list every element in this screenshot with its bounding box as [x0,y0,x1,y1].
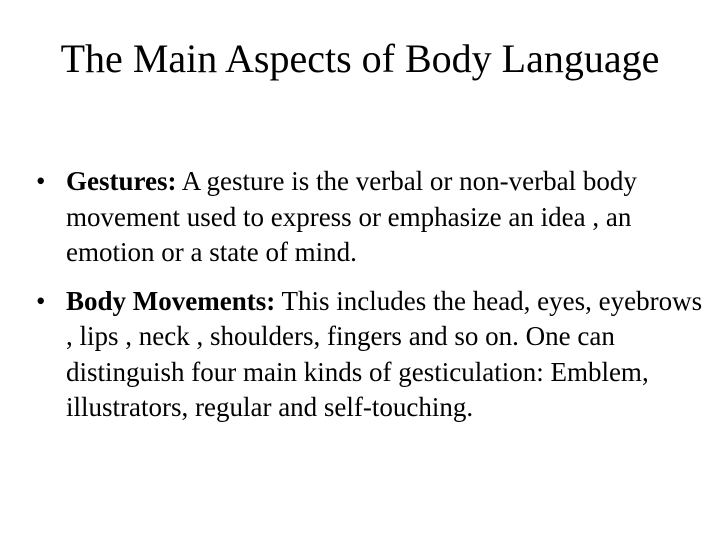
bullet-term: Gestures: [66,166,177,196]
bullet-text: A gesture is the verbal or non-verbal body movement used to express or emphasize an idea , an emotion or a state of mind. [66,166,637,267]
bullet-dot-icon: • [36,285,46,316]
bullet-item-gestures [36,164,706,271]
bullet-dot-icon: • [36,166,46,196]
slide-title: The Main Aspects of Body Language [60,36,660,81]
bullet-text: This includes the head, eyes, eyebrows , lips , neck , shoulders, fingers and so on. One can distinguish four main kinds of gesticulation: Emblem, illustrators, regular and self-touching. [66,285,703,422]
bullet-item-body-movements [36,284,706,426]
bullet-term: Body Movements: [66,285,276,316]
bullet-list [36,164,706,439]
